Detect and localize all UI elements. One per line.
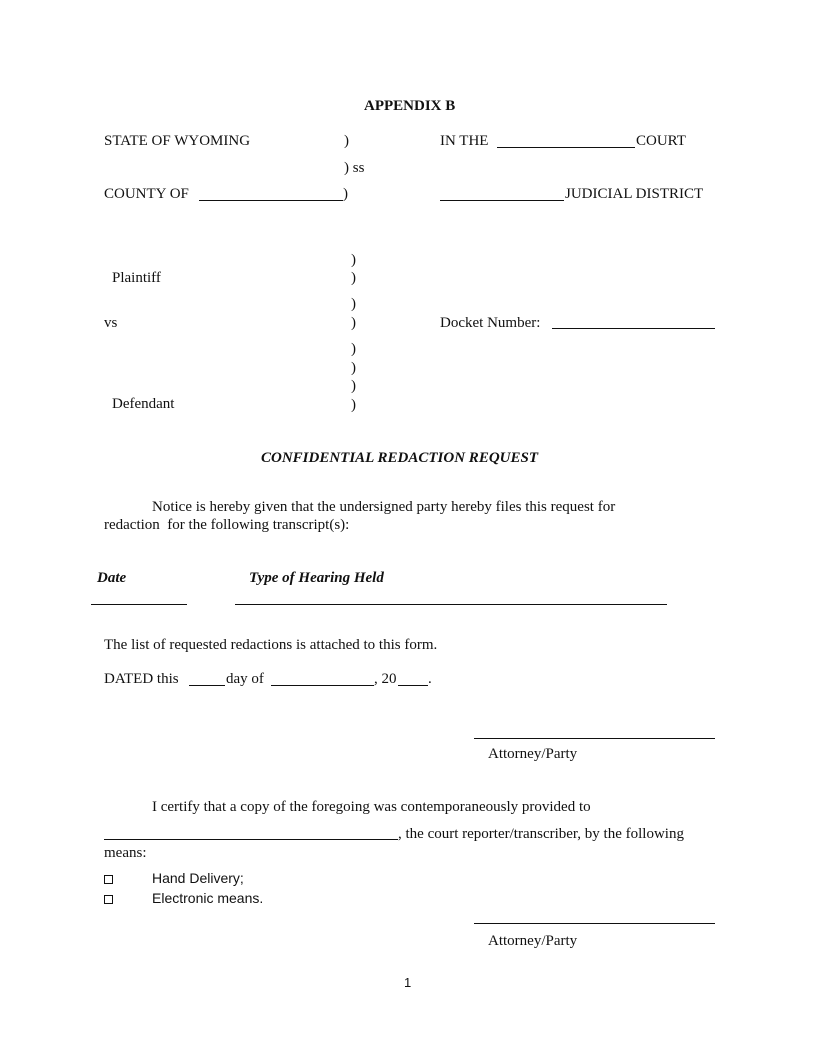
judicial-district-label: JUDICIAL DISTRICT [565, 186, 704, 202]
ss-label: ) ss [344, 160, 365, 176]
page-number: 1 [404, 975, 412, 990]
county-blank[interactable] [199, 200, 343, 201]
year-blank[interactable] [398, 685, 428, 686]
party-paren: ) [351, 378, 356, 394]
dated-text: DATED this [104, 671, 183, 687]
county-close-paren: ) [343, 186, 348, 202]
in-the-label: IN THE [440, 133, 489, 149]
vs-label: vs [104, 315, 118, 331]
party-paren: ) [351, 252, 356, 268]
electronic-means-checkbox[interactable] [104, 895, 113, 904]
certify-line-1: I certify that a copy of the foregoing was contemporaneously provided to [152, 799, 591, 815]
party-paren: ) [351, 360, 356, 376]
certify-line-3: means: [104, 845, 147, 861]
hearing-type-column-header: Type of Hearing Held [249, 570, 384, 586]
court-name-blank[interactable] [497, 147, 635, 148]
date-blank[interactable] [91, 604, 187, 605]
defendant-label: Defendant [112, 396, 175, 412]
certify-line-2: , the court reporter/transcriber, by the following [398, 826, 684, 842]
notice-line-2: redaction for the following transcript(s): [104, 517, 350, 533]
dated-period: . [428, 671, 432, 687]
signature-line-2[interactable] [474, 923, 715, 924]
day-of-text: day of [226, 671, 268, 687]
signature-label-2: Attorney/Party [488, 933, 578, 949]
party-paren: ) [351, 315, 356, 331]
party-paren: ) [351, 397, 356, 413]
hand-delivery-label: Hand Delivery; [152, 870, 244, 886]
form-title: CONFIDENTIAL REDACTION REQUEST [261, 450, 538, 466]
caption-paren: ) [344, 133, 349, 149]
year-prefix-text: , 20 [374, 671, 397, 687]
day-blank[interactable] [189, 685, 225, 686]
state-label: STATE OF WYOMING [104, 133, 251, 149]
district-blank[interactable] [440, 200, 564, 201]
electronic-means-label: Electronic means. [152, 890, 264, 906]
notice-line-1: Notice is hereby given that the undersigned party hereby files this request for [152, 499, 616, 515]
party-paren: ) [351, 341, 356, 357]
hand-delivery-checkbox[interactable] [104, 875, 113, 884]
court-label: COURT [636, 133, 686, 149]
recipient-blank[interactable] [104, 839, 398, 840]
signature-line[interactable] [474, 738, 715, 739]
list-statement: The list of requested redactions is attached to this form. [104, 637, 438, 653]
party-paren: ) [351, 296, 356, 312]
plaintiff-label: Plaintiff [112, 270, 161, 286]
date-column-header: Date [97, 570, 127, 586]
page-heading: APPENDIX B [364, 98, 456, 114]
party-paren: ) [351, 270, 356, 286]
month-blank[interactable] [271, 685, 374, 686]
hearing-type-blank[interactable] [235, 604, 667, 605]
signature-label: Attorney/Party [488, 746, 578, 762]
docket-number-label: Docket Number: [440, 315, 541, 331]
county-label: COUNTY OF [104, 186, 189, 202]
docket-number-blank[interactable] [552, 328, 715, 329]
